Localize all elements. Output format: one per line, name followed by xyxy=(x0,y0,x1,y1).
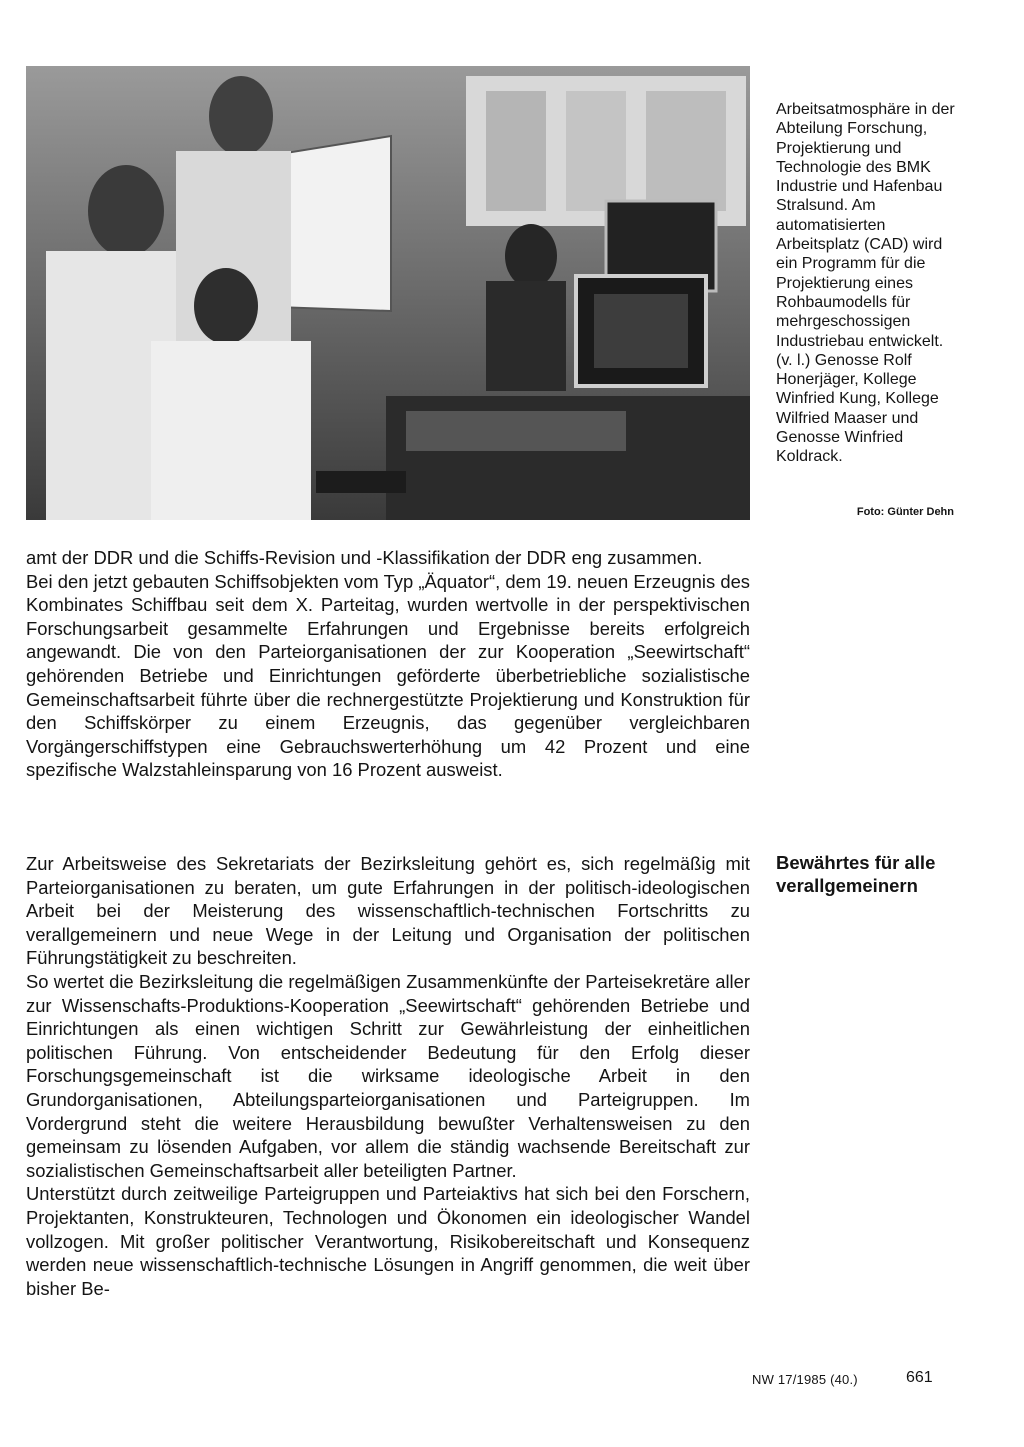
photo-cad-workplace-icon xyxy=(26,66,750,520)
photo-credit: Foto: Günter Dehn xyxy=(856,506,954,518)
paragraph: Zur Arbeitsweise des Sekretariats der Bezirksleitung gehört es, sich regelmäßig mit Parteiorganisationen zu beraten, um gute Erfahrungen in der politisch-ideologischen Arbeit bei der Meisterung des wissenschaftlich-technischen Fortschritts zu verallgemeinern und neue Wege in der Leitung und Organisation der politischen Führungstätigkeit zu beschreiten. xyxy=(26,853,750,969)
paragraph: Bei den jetzt gebauten Schiffsobjekten vom Typ „Äquator“, dem 19. neuen Erzeugnis des Kombinates Schiffbau seit dem X. Parteitag, wurden wertvolle in der perspektivischen Forschungsarbeit gesammelte Erfahrungen und Ergebnisse bereits erfolgreich angewandt. Die von den Parteiorganisationen der zur Kooperation „Seewirtschaft“ gehörenden Betriebe und Einrichtungen geförderte überbetriebliche sozialistische Gemeinschaftsarbeit führte über die rechnergestützte Projektierung und Konstruktion für den Schiffskörper zu einem Erzeugnis, das gegenüber vergleichbaren Vorgängerschiffstypen eine Gebrauchswerterhöhung um 42 Prozent und eine spezifische Walzstahleinsparung von 16 Prozent ausweist. xyxy=(26,570,750,781)
paragraph: Unterstützt durch zeitweilige Parteigruppen und Parteiaktivs hat sich bei den Forschern, Projektanten, Konstrukteuren, Technologen und Ökonomen ein ideologischer Wandel vollzogen. Mit großer politischer Verantwortung, Risikobereitschaft und Konsequenz werden neue wissenschaftlich-technische Lösungen in Angriff genommen, die weit über bisher Be- xyxy=(26,1183,750,1299)
issue-reference: NW 17/1985 (40.) xyxy=(752,1372,858,1387)
article-body-upper xyxy=(26,546,750,782)
page-number: 661 xyxy=(906,1369,933,1386)
paragraph: So wertet die Bezirksleitung die regelmäßigen Zusammenkünfte der Parteisekretäre aller zur Wissenschafts-Produktions-Kooperation „Seewirtschaft“ gehörenden Betriebe und Einrichtungen als einen wichtigen Schritt zur Gewährleistung der einheitlichen politischen Führung. Von entscheidender Bedeutung für den Erfolg dieser Forschungsgemeinschaft ist die wirksame ideologische Arbeit in den Grundorganisationen, Abteilungsparteiorganisationen und Parteigruppen. Im Vordergrund steht die weitere Herausbildung bewußter Verhaltensweisen zu den gemeinsam zu lösenden Aufgaben, vor allem die ständig wachsende Bereitschaft zur sozialistischen Gemeinschaftsarbeit aller beteiligten Partner. xyxy=(26,970,750,1181)
article-photo xyxy=(26,66,750,520)
photo-caption xyxy=(776,100,956,467)
section-heading: Bewährtes für alle verallgemeinern xyxy=(776,852,936,896)
article-body-lower xyxy=(26,852,750,1300)
caption-text: Arbeitsatmosphäre in der Abteilung Forschung, Projektierung und Technologie des BMK Industrie und Hafenbau Stralsund. Am automatisierten Arbeitsplatz (CAD) wird ein Programm für die Projektierung eines Rohbaumodells für mehrgeschossigen Industriebau entwickelt. (v. l.) Genosse Rolf Honerjäger, Kollege Winfried Kung, Kollege Wilfried Maaser und Genosse Winfried Koldrack. xyxy=(776,101,955,466)
paragraph: amt der DDR und die Schiffs-Revision und -Klassifikation der DDR eng zusammen. xyxy=(26,547,703,568)
